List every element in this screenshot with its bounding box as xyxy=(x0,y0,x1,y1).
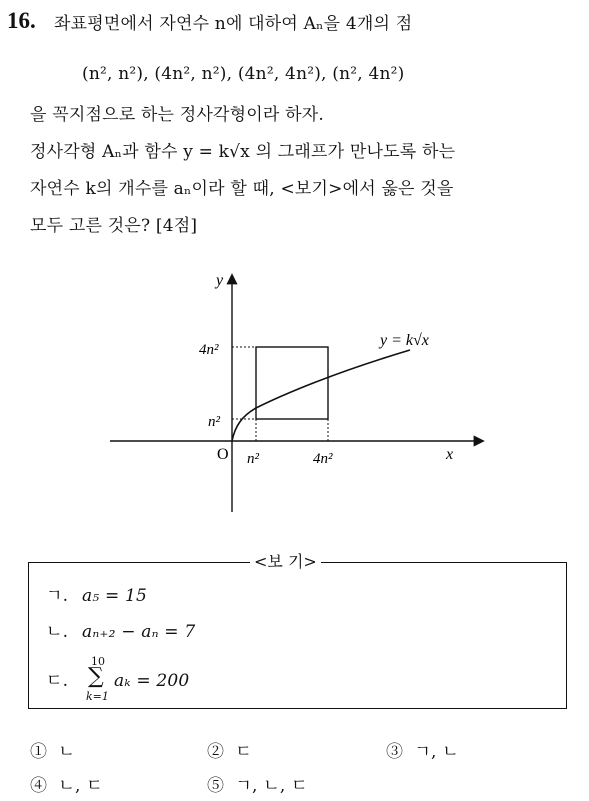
choice-4-text: ㄴ, ㄷ xyxy=(58,776,103,796)
question-line-6: 모두 고른 것은? [4점] xyxy=(30,216,198,236)
choice-2-text: ㄷ xyxy=(235,742,253,762)
question-line-4: 정사각형 Aₙ과 함수 y = k√x 의 그래프가 만나도록 하는 xyxy=(30,142,456,162)
choice-2[interactable] xyxy=(207,741,252,763)
x-axis-label: x xyxy=(446,446,454,463)
choice-4[interactable] xyxy=(30,775,103,797)
bogi-item-3-label: ㄷ. xyxy=(46,671,69,691)
tick-x-4n2: 4n² xyxy=(313,451,333,467)
tick-y-n2: n² xyxy=(208,414,220,430)
choice-5-num: ⑤ xyxy=(207,776,225,796)
bogi-item-2-label: ㄴ. xyxy=(46,622,69,642)
bogi-item-3-expr: aₖ = 200 xyxy=(114,671,190,691)
choice-1[interactable] xyxy=(30,741,75,763)
choice-3[interactable] xyxy=(386,741,459,763)
choice-3-text: ㄱ, ㄴ xyxy=(414,742,459,762)
tick-x-n2: n² xyxy=(247,451,259,467)
question-points: (n², n²), (4n², n²), (4n², 4n²), (n², 4n²) xyxy=(82,64,405,84)
bogi-item-1-label: ㄱ. xyxy=(46,586,69,606)
bogi-title: <보 기> xyxy=(250,549,321,572)
sum-upper-limit: 10 xyxy=(91,655,105,668)
origin-label: O xyxy=(217,446,229,463)
choice-3-num: ③ xyxy=(386,742,404,762)
choice-4-num: ④ xyxy=(30,776,48,796)
question-line-1: 좌표평면에서 자연수 n에 대하여 Aₙ을 4개의 점 xyxy=(54,14,413,34)
choice-2-num: ② xyxy=(207,742,225,762)
choice-5[interactable] xyxy=(207,775,308,797)
question-number: 16. xyxy=(7,8,36,33)
choice-1-num: ① xyxy=(30,742,48,762)
choice-1-text: ㄴ xyxy=(58,742,76,762)
y-axis-label: y xyxy=(216,272,224,289)
choice-5-text: ㄱ, ㄴ, ㄷ xyxy=(235,776,308,796)
curve-label: y = k√x xyxy=(380,332,429,349)
question-line-3: 을 꼭지점으로 하는 정사각형이라 하자. xyxy=(30,105,324,125)
tick-y-4n2: 4n² xyxy=(199,342,219,358)
coordinate-graph xyxy=(0,255,589,525)
sum-sigma: ∑ xyxy=(88,664,104,689)
question-line-5: 자연수 k의 개수를 aₙ이라 할 때, <보기>에서 옳은 것을 xyxy=(30,179,454,199)
sum-lower-limit: k=1 xyxy=(86,690,109,703)
curve-k-sqrt-x xyxy=(232,350,410,441)
bogi-item-2-expr: aₙ₊₂ − aₙ = 7 xyxy=(82,622,196,642)
bogi-item-1-expr: a₅ = 15 xyxy=(82,586,148,606)
square-an xyxy=(256,347,328,419)
